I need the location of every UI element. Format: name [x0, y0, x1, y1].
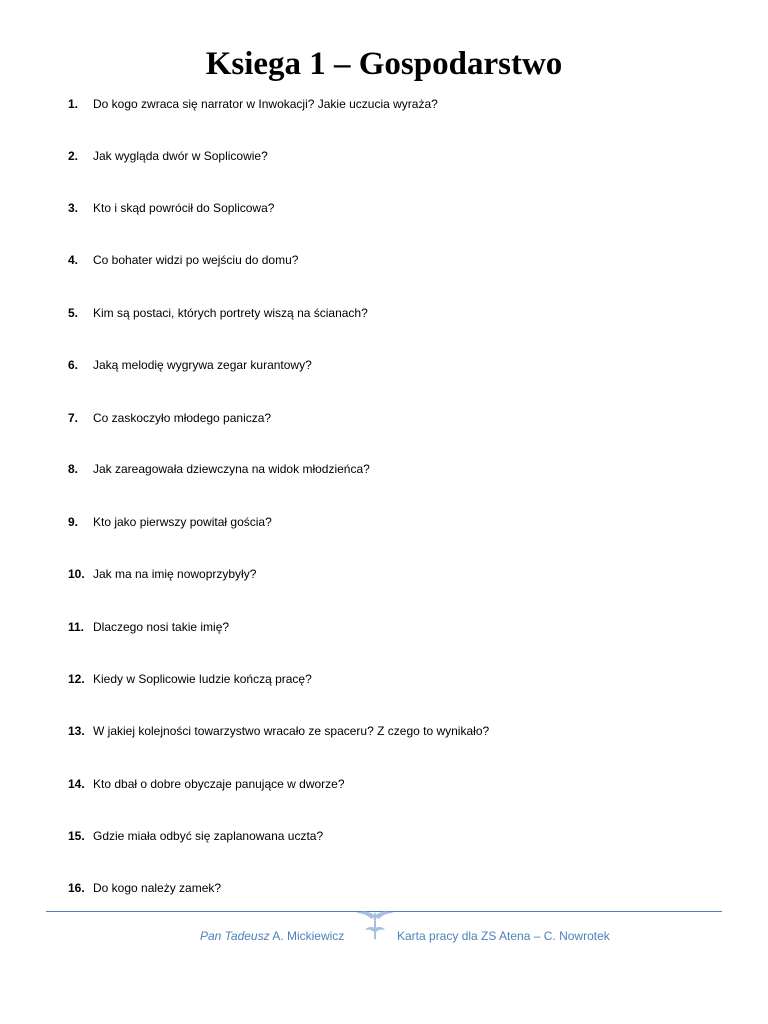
question-number: 5.	[68, 306, 79, 320]
question-number: 11.	[68, 620, 85, 634]
question-number: 16.	[68, 881, 85, 895]
footer-author: A. Mickiewicz	[272, 929, 345, 943]
question-number: 3.	[68, 201, 79, 215]
question-text: Kiedy w Soplicowie ludzie kończą pracę?	[93, 672, 312, 686]
question-number: 10.	[68, 567, 85, 581]
page-title: Ksiega 1 – Gospodarstwo	[205, 46, 563, 82]
question-item	[68, 566, 708, 582]
question-text: Kto jako pierwszy powitał gościa?	[93, 515, 272, 529]
question-number: 7.	[68, 411, 79, 425]
question-text: Co bohater widzi po wejściu do domu?	[93, 253, 299, 267]
question-item	[68, 148, 708, 164]
question-item	[68, 252, 708, 268]
question-number: 8.	[68, 462, 79, 476]
question-number: 9.	[68, 515, 79, 529]
question-item	[68, 410, 708, 426]
question-item	[68, 723, 708, 739]
question-text: Jak zareagowała dziewczyna na widok młodzieńca?	[93, 462, 370, 476]
footer-work-title: Pan Tadeusz	[200, 929, 270, 943]
question-item	[68, 776, 708, 792]
question-number: 13.	[68, 724, 85, 738]
question-number: 15.	[68, 829, 85, 843]
question-text: Jak ma na imię nowoprzybyły?	[93, 567, 257, 581]
question-item	[68, 514, 708, 530]
question-text: Do kogo należy zamek?	[93, 881, 222, 895]
question-item	[68, 619, 708, 635]
footer-right-text: Karta pracy dla ZS Atena – C. Nowrotek	[397, 929, 610, 943]
question-number: 2.	[68, 149, 79, 163]
question-text: W jakiej kolejności towarzystwo wracało ze spaceru? Z czego to wynikało?	[93, 724, 490, 738]
question-text: Dlaczego nosi takie imię?	[93, 620, 230, 634]
question-text: Kto i skąd powrócił do Soplicowa?	[93, 201, 275, 215]
question-number: 12.	[68, 672, 85, 686]
question-text: Kim są postaci, których portrety wiszą na ścianach?	[93, 306, 368, 320]
question-text: Jak wygląda dwór w Soplicowie?	[93, 149, 268, 163]
question-text: Do kogo zwraca się narrator w Inwokacji? Jakie uczucia wyraża?	[93, 97, 438, 111]
question-item	[68, 200, 708, 216]
question-number: 4.	[68, 253, 79, 267]
question-text: Co zaskoczyło młodego panicza?	[93, 411, 272, 425]
question-item	[68, 671, 708, 687]
floral-ornament-icon	[350, 906, 400, 942]
question-number: 14.	[68, 777, 85, 791]
question-text: Gdzie miała odbyć się zaplanowana uczta?	[93, 829, 324, 843]
question-text: Kto dbał o dobre obyczaje panujące w dworze?	[93, 777, 345, 791]
question-item	[68, 828, 708, 844]
question-item	[68, 357, 708, 373]
question-item	[68, 305, 708, 321]
question-item	[68, 880, 708, 896]
question-item	[68, 461, 708, 477]
question-number: 1.	[68, 97, 79, 111]
question-number: 6.	[68, 358, 79, 372]
question-item	[68, 96, 708, 112]
footer-left-text	[200, 928, 344, 944]
question-text: Jaką melodię wygrywa zegar kurantowy?	[93, 358, 312, 372]
